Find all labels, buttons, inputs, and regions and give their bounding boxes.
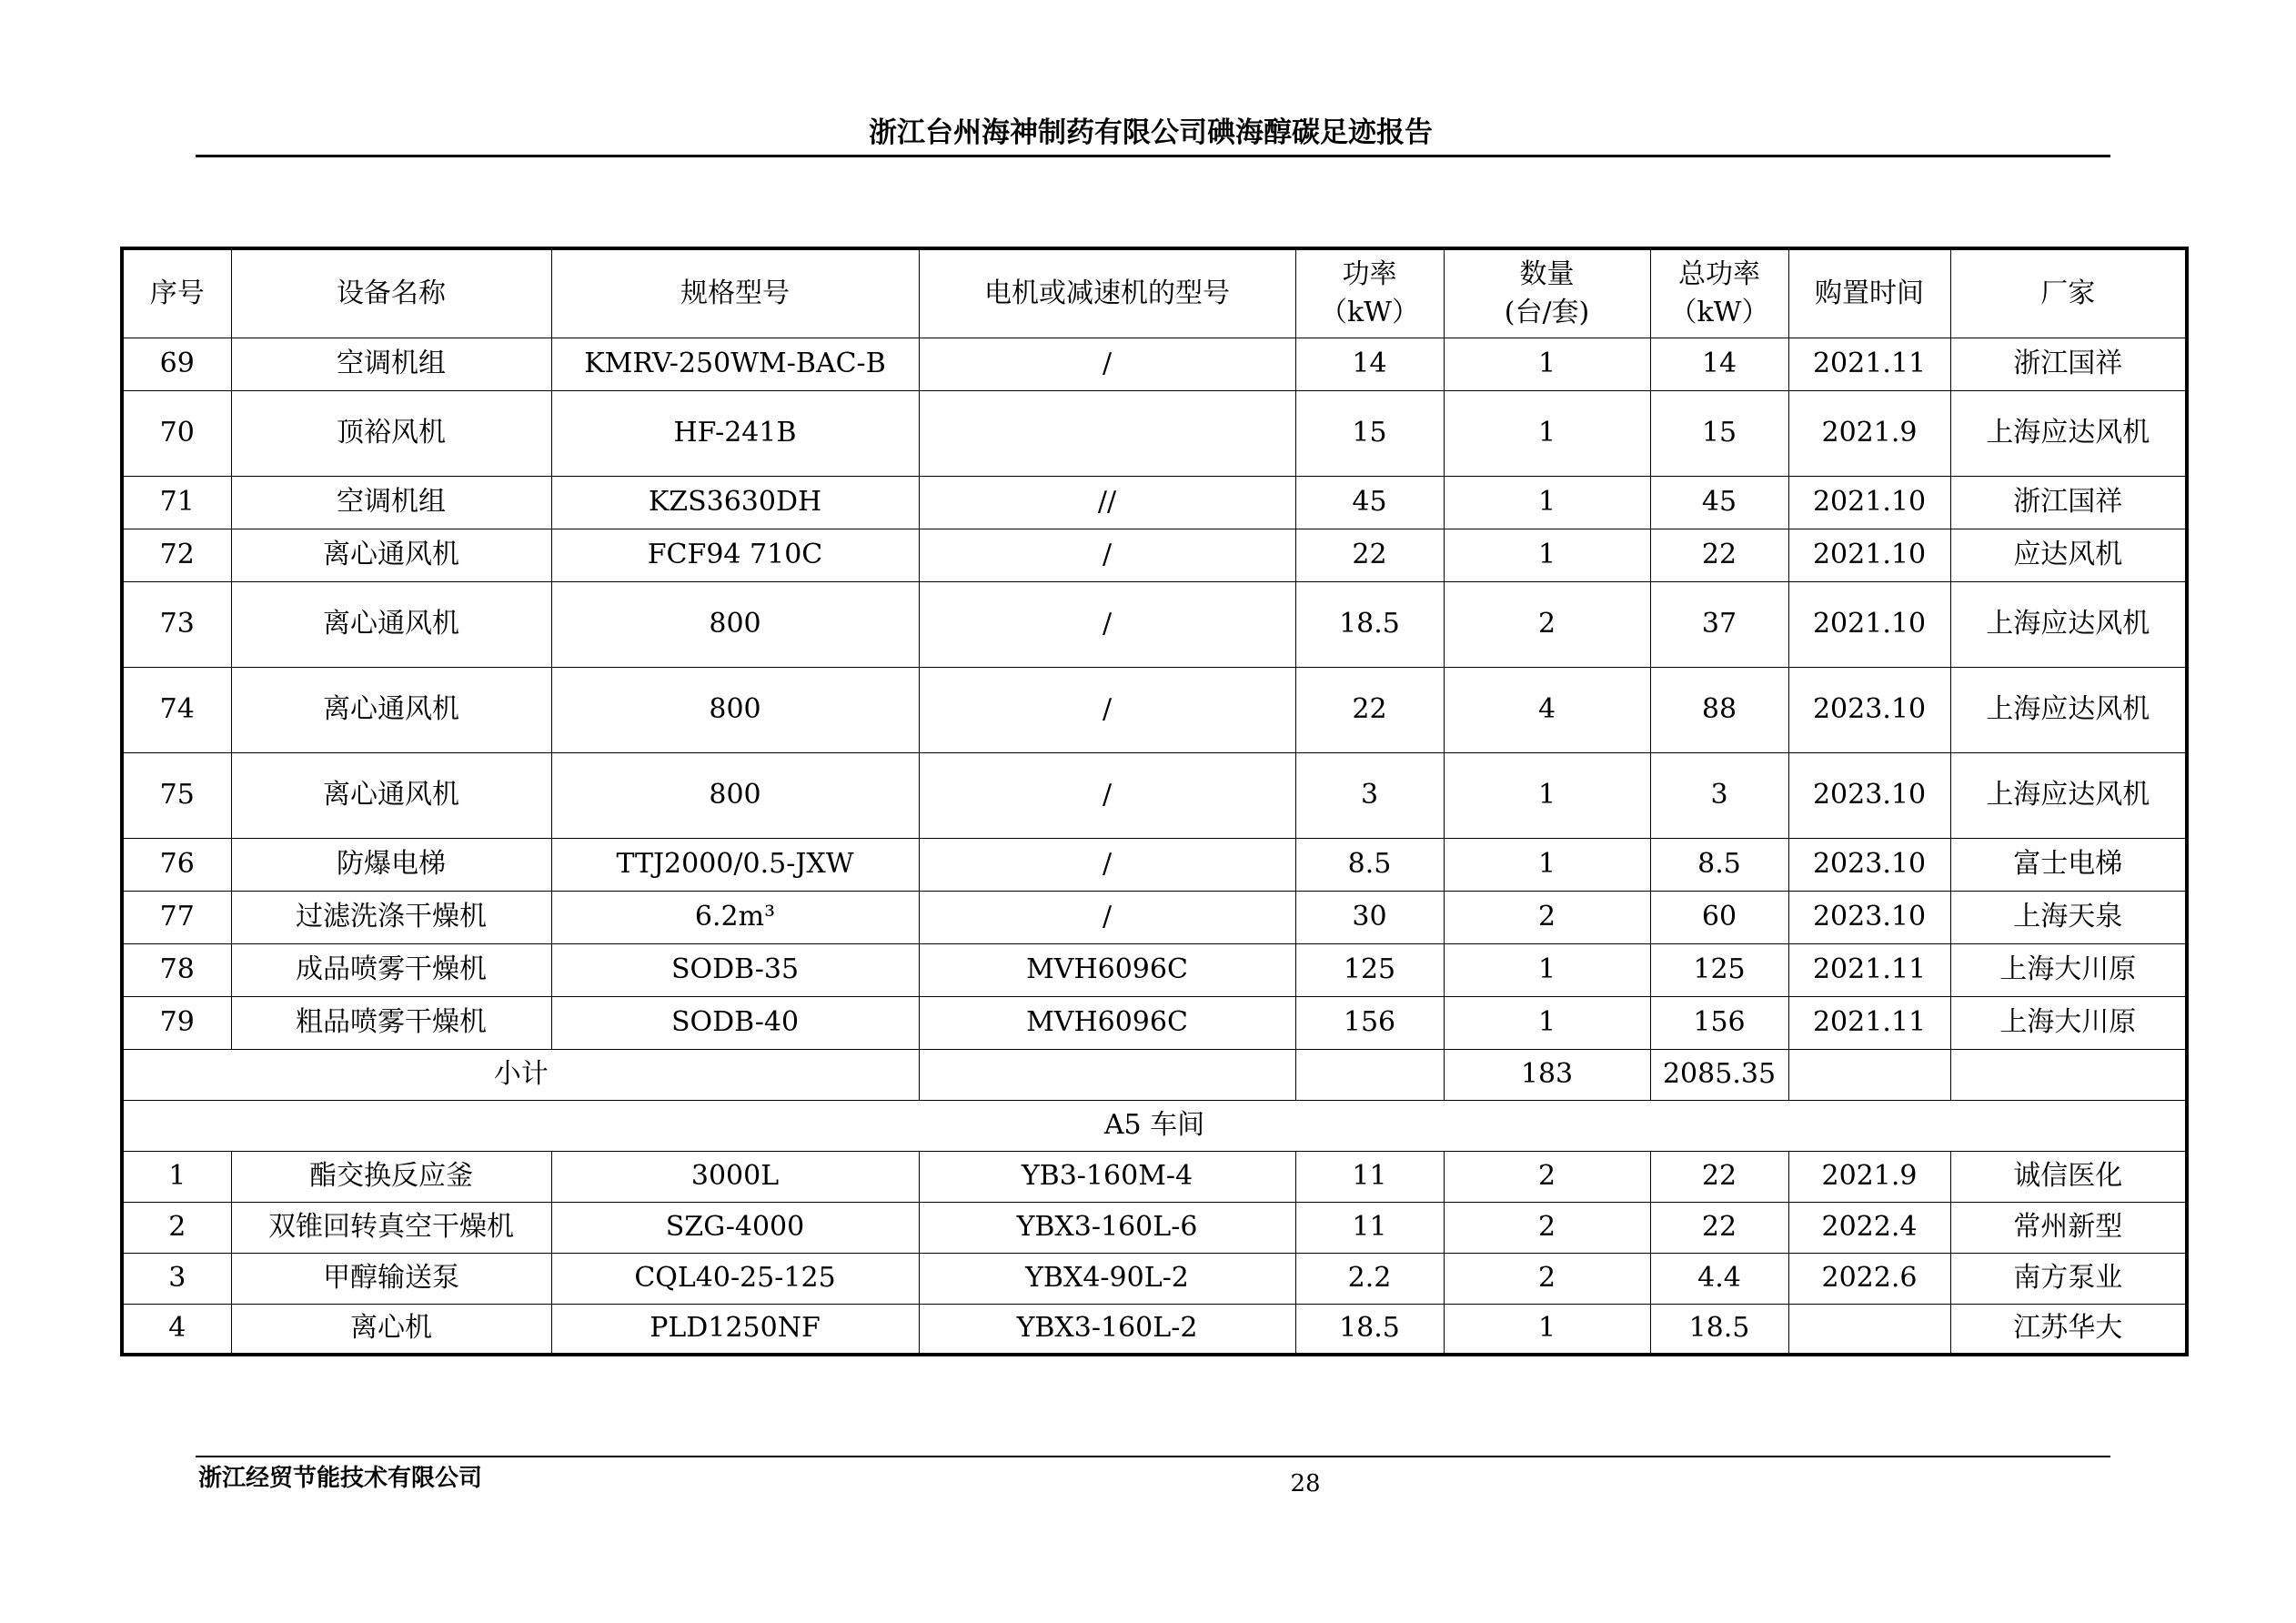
cell-total-power: 22 [1650, 529, 1788, 581]
cell-index: 73 [122, 581, 231, 667]
cell-equipment-name: 空调机组 [231, 476, 551, 529]
table-row [122, 1253, 2187, 1304]
cell-spec-model: 800 [551, 581, 919, 667]
cell-index: 78 [122, 943, 231, 996]
equipment-table [120, 247, 2189, 1356]
cell-total-power: 15 [1650, 390, 1788, 476]
cell-manufacturer: 上海大川原 [1950, 996, 2187, 1049]
cell-quantity: 1 [1444, 943, 1650, 996]
cell-power: 22 [1295, 667, 1444, 752]
cell-manufacturer: 诚信医化 [1950, 1151, 2187, 1202]
table-row [122, 838, 2187, 891]
cell-total-power: 14 [1650, 338, 1788, 390]
cell-total-power: 156 [1650, 996, 1788, 1049]
cell-power: 15 [1295, 390, 1444, 476]
cell-power: 14 [1295, 338, 1444, 390]
cell-motor-model: / [919, 891, 1295, 943]
cell-equipment-name: 离心通风机 [231, 752, 551, 838]
col-header-manufacturer: 厂家 [1950, 248, 2187, 338]
cell-equipment-name: 离心通风机 [231, 529, 551, 581]
footer-company-name: 浙江经贸节能技术有限公司 [198, 1465, 483, 1492]
cell-purchase-time: 2023.10 [1788, 838, 1950, 891]
cell-index: 71 [122, 476, 231, 529]
cell-purchase-time [1788, 1304, 1950, 1355]
cell-total-power: 8.5 [1650, 838, 1788, 891]
cell-quantity: 1 [1444, 838, 1650, 891]
cell-equipment-name: 粗品喷雾干燥机 [231, 996, 551, 1049]
cell-index: 1 [122, 1151, 231, 1202]
cell-equipment-name: 顶裕风机 [231, 390, 551, 476]
table-row [122, 476, 2187, 529]
col-header-power: 功率 （kW） [1295, 248, 1444, 338]
cell-index: 69 [122, 338, 231, 390]
subtotal-manufacturer [1950, 1049, 2187, 1100]
header-divider [196, 155, 2110, 157]
cell-index: 77 [122, 891, 231, 943]
cell-spec-model: PLD1250NF [551, 1304, 919, 1355]
cell-motor-model [919, 390, 1295, 476]
cell-purchase-time: 2021.9 [1788, 390, 1950, 476]
page-header-title: 浙江台州海神制药有限公司碘海醇碳足迹报告 [869, 116, 1433, 149]
table-row [122, 943, 2187, 996]
cell-equipment-name: 成品喷雾干燥机 [231, 943, 551, 996]
cell-total-power: 37 [1650, 581, 1788, 667]
cell-total-power: 4.4 [1650, 1253, 1788, 1304]
cell-purchase-time: 2021.11 [1788, 943, 1950, 996]
cell-equipment-name: 空调机组 [231, 338, 551, 390]
cell-index: 70 [122, 390, 231, 476]
cell-total-power: 22 [1650, 1202, 1788, 1253]
cell-spec-model: SZG-4000 [551, 1202, 919, 1253]
section-title: A5 车间 [122, 1100, 2187, 1151]
cell-motor-model: / [919, 581, 1295, 667]
cell-spec-model: CQL40-25-125 [551, 1253, 919, 1304]
cell-motor-model: YBX3-160L-6 [919, 1202, 1295, 1253]
col-header-total-power: 总功率 （kW） [1650, 248, 1788, 338]
cell-quantity: 1 [1444, 476, 1650, 529]
cell-manufacturer: 富士电梯 [1950, 838, 2187, 891]
cell-total-power: 22 [1650, 1151, 1788, 1202]
cell-power: 30 [1295, 891, 1444, 943]
cell-motor-model: YBX3-160L-2 [919, 1304, 1295, 1355]
cell-quantity: 2 [1444, 1202, 1650, 1253]
table-row [122, 891, 2187, 943]
subtotal-row [122, 1049, 2187, 1100]
cell-motor-model: / [919, 338, 1295, 390]
cell-quantity: 1 [1444, 338, 1650, 390]
cell-manufacturer: 上海应达风机 [1950, 667, 2187, 752]
cell-spec-model: 800 [551, 752, 919, 838]
cell-spec-model: 800 [551, 667, 919, 752]
cell-quantity: 2 [1444, 1151, 1650, 1202]
cell-purchase-time: 2022.6 [1788, 1253, 1950, 1304]
cell-spec-model: FCF94 710C [551, 529, 919, 581]
cell-power: 18.5 [1295, 1304, 1444, 1355]
cell-purchase-time: 2021.9 [1788, 1151, 1950, 1202]
col-header-equipment-name: 设备名称 [231, 248, 551, 338]
cell-power: 45 [1295, 476, 1444, 529]
cell-purchase-time: 2021.10 [1788, 476, 1950, 529]
cell-manufacturer: 浙江国祥 [1950, 338, 2187, 390]
cell-quantity: 2 [1444, 891, 1650, 943]
cell-power: 8.5 [1295, 838, 1444, 891]
page-number: 28 [1290, 1470, 1321, 1497]
table-row [122, 1202, 2187, 1253]
cell-total-power: 88 [1650, 667, 1788, 752]
subtotal-total-power: 2085.35 [1650, 1049, 1788, 1100]
cell-manufacturer: 上海天泉 [1950, 891, 2187, 943]
cell-index: 72 [122, 529, 231, 581]
cell-motor-model: MVH6096C [919, 943, 1295, 996]
cell-purchase-time: 2023.10 [1788, 752, 1950, 838]
cell-motor-model: MVH6096C [919, 996, 1295, 1049]
cell-power: 2.2 [1295, 1253, 1444, 1304]
cell-purchase-time: 2021.10 [1788, 529, 1950, 581]
subtotal-power [1295, 1049, 1444, 1100]
cell-motor-model: / [919, 529, 1295, 581]
cell-total-power: 18.5 [1650, 1304, 1788, 1355]
cell-index: 79 [122, 996, 231, 1049]
cell-power: 3 [1295, 752, 1444, 838]
cell-manufacturer: 常州新型 [1950, 1202, 2187, 1253]
cell-purchase-time: 2021.11 [1788, 338, 1950, 390]
cell-index: 3 [122, 1253, 231, 1304]
table-row [122, 752, 2187, 838]
cell-purchase-time: 2023.10 [1788, 891, 1950, 943]
cell-purchase-time: 2021.10 [1788, 581, 1950, 667]
cell-spec-model: 3000L [551, 1151, 919, 1202]
cell-spec-model: 6.2m³ [551, 891, 919, 943]
col-header-quantity: 数量 (台/套) [1444, 248, 1650, 338]
cell-equipment-name: 过滤洗涤干燥机 [231, 891, 551, 943]
subtotal-quantity: 183 [1444, 1049, 1650, 1100]
cell-quantity: 1 [1444, 529, 1650, 581]
section-header-row [122, 1100, 2187, 1151]
cell-motor-model: // [919, 476, 1295, 529]
cell-equipment-name: 防爆电梯 [231, 838, 551, 891]
table-row [122, 338, 2187, 390]
cell-purchase-time: 2021.11 [1788, 996, 1950, 1049]
cell-spec-model: SODB-40 [551, 996, 919, 1049]
cell-spec-model: SODB-35 [551, 943, 919, 996]
table-row [122, 1151, 2187, 1202]
cell-total-power: 3 [1650, 752, 1788, 838]
col-header-purchase-time: 购置时间 [1788, 248, 1950, 338]
cell-manufacturer: 上海应达风机 [1950, 581, 2187, 667]
cell-equipment-name: 离心通风机 [231, 581, 551, 667]
cell-power: 18.5 [1295, 581, 1444, 667]
cell-manufacturer: 上海应达风机 [1950, 752, 2187, 838]
cell-equipment-name: 离心通风机 [231, 667, 551, 752]
subtotal-purchase-time [1788, 1049, 1950, 1100]
cell-equipment-name: 离心机 [231, 1304, 551, 1355]
cell-quantity: 4 [1444, 667, 1650, 752]
table-row [122, 529, 2187, 581]
table-row [122, 390, 2187, 476]
cell-quantity: 1 [1444, 996, 1650, 1049]
cell-total-power: 45 [1650, 476, 1788, 529]
cell-purchase-time: 2023.10 [1788, 667, 1950, 752]
col-header-index: 序号 [122, 248, 231, 338]
cell-index: 2 [122, 1202, 231, 1253]
table-row [122, 581, 2187, 667]
table-row [122, 996, 2187, 1049]
cell-manufacturer: 江苏华大 [1950, 1304, 2187, 1355]
table-row [122, 667, 2187, 752]
table-row [122, 1304, 2187, 1355]
cell-total-power: 60 [1650, 891, 1788, 943]
cell-total-power: 125 [1650, 943, 1788, 996]
cell-motor-model: / [919, 667, 1295, 752]
cell-power: 22 [1295, 529, 1444, 581]
col-header-motor-model: 电机或减速机的型号 [919, 248, 1295, 338]
cell-equipment-name: 甲醇输送泵 [231, 1253, 551, 1304]
cell-quantity: 2 [1444, 581, 1650, 667]
cell-power: 11 [1295, 1151, 1444, 1202]
cell-motor-model: YB3-160M-4 [919, 1151, 1295, 1202]
col-header-spec-model: 规格型号 [551, 248, 919, 338]
cell-manufacturer: 浙江国祥 [1950, 476, 2187, 529]
cell-quantity: 1 [1444, 1304, 1650, 1355]
cell-power: 11 [1295, 1202, 1444, 1253]
cell-index: 76 [122, 838, 231, 891]
footer-divider [196, 1456, 2110, 1457]
cell-manufacturer: 上海大川原 [1950, 943, 2187, 996]
cell-quantity: 2 [1444, 1253, 1650, 1304]
subtotal-label: 小计 [122, 1049, 919, 1100]
cell-index: 4 [122, 1304, 231, 1355]
cell-motor-model: YBX4-90L-2 [919, 1253, 1295, 1304]
cell-equipment-name: 酯交换反应釜 [231, 1151, 551, 1202]
cell-motor-model: / [919, 752, 1295, 838]
cell-manufacturer: 应达风机 [1950, 529, 2187, 581]
table-header-row [122, 248, 2187, 338]
cell-quantity: 1 [1444, 752, 1650, 838]
cell-spec-model: KZS3630DH [551, 476, 919, 529]
cell-manufacturer: 南方泵业 [1950, 1253, 2187, 1304]
cell-power: 125 [1295, 943, 1444, 996]
subtotal-motor [919, 1049, 1295, 1100]
cell-equipment-name: 双锥回转真空干燥机 [231, 1202, 551, 1253]
cell-index: 75 [122, 752, 231, 838]
cell-purchase-time: 2022.4 [1788, 1202, 1950, 1253]
cell-quantity: 1 [1444, 390, 1650, 476]
cell-motor-model: / [919, 838, 1295, 891]
cell-manufacturer: 上海应达风机 [1950, 390, 2187, 476]
cell-spec-model: TTJ2000/0.5-JXW [551, 838, 919, 891]
cell-spec-model: HF-241B [551, 390, 919, 476]
cell-index: 74 [122, 667, 231, 752]
cell-spec-model: KMRV-250WM-BAC-B [551, 338, 919, 390]
cell-power: 156 [1295, 996, 1444, 1049]
